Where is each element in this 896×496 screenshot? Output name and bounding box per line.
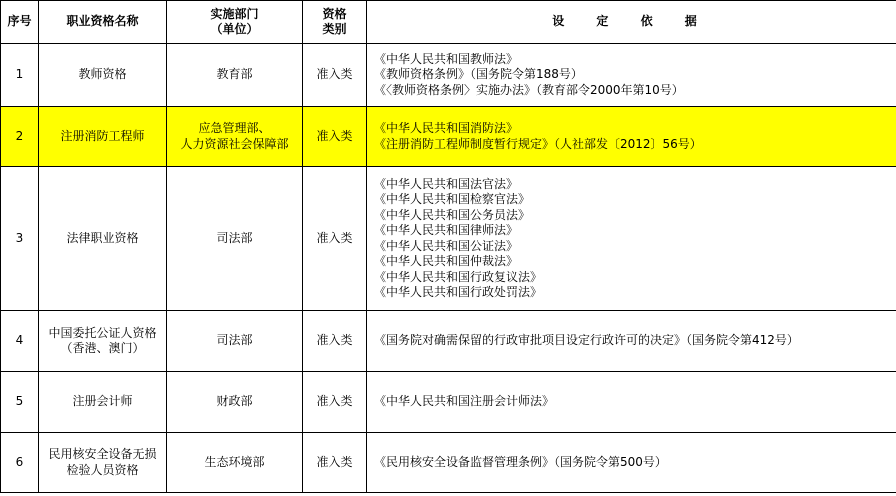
table-header-row <box>1 1 896 44</box>
cell-seq: 2 <box>1 107 39 167</box>
name-line: 民用核安全设备无损 <box>48 447 157 461</box>
name-line: 注册消防工程师 <box>60 128 145 143</box>
dept-line: 人力资源社会保障部 <box>180 136 289 151</box>
cell-category: 准入类 <box>303 107 367 167</box>
table-body <box>1 44 896 493</box>
cell-seq: 1 <box>1 44 39 107</box>
name-line: 中国委托公证人资格 <box>48 325 157 340</box>
basis-line: 《中华人民共和国消防法》 <box>374 121 519 135</box>
basis-line: 《中华人民共和国注册会计师法》 <box>374 394 555 409</box>
table-row <box>1 107 896 167</box>
cell-category: 准入类 <box>303 372 367 433</box>
dept-line: 司法部 <box>216 333 253 348</box>
cell-basis <box>367 433 896 493</box>
cell-category: 准入类 <box>303 167 367 311</box>
basis-line: 《中华人民共和国公务员法》 <box>374 207 531 222</box>
cell-dept <box>167 44 303 107</box>
cell-dept <box>167 107 303 167</box>
cell-category: 准入类 <box>303 44 367 107</box>
header-dept-line2: （单位） <box>210 22 259 36</box>
cell-basis <box>367 107 896 167</box>
header-basis <box>367 1 896 44</box>
name-line: 教师资格 <box>78 67 127 82</box>
basis-line: 《中华人民共和国仲裁法》 <box>374 254 519 268</box>
cell-seq: 5 <box>1 372 39 433</box>
table-row <box>1 167 896 311</box>
dept-line: 生态环境部 <box>204 454 265 469</box>
header-dept <box>167 1 303 44</box>
cell-seq: 4 <box>1 311 39 372</box>
header-dept-line1: 实施部门 <box>210 6 259 21</box>
cell-dept <box>167 433 303 493</box>
basis-line: 《教师资格条例》（国务院令第188号） <box>374 67 583 82</box>
dept-line: 司法部 <box>216 230 253 245</box>
table-row <box>1 372 896 433</box>
cell-basis <box>367 311 896 372</box>
cell-name <box>39 311 167 372</box>
name-line: 注册会计师 <box>72 394 133 409</box>
cell-dept <box>167 167 303 311</box>
basis-line: 《中华人民共和国行政复议法》 <box>374 269 543 284</box>
cell-name <box>39 372 167 433</box>
cell-category: 准入类 <box>303 311 367 372</box>
cell-name <box>39 167 167 311</box>
basis-line: 《国务院对确需保留的行政审批项目设定行政许可的决定》（国务院令第412号） <box>374 333 799 348</box>
basis-line: 《中华人民共和国公证法》 <box>374 238 519 253</box>
header-category <box>303 1 367 44</box>
cell-basis <box>367 44 896 107</box>
cell-basis <box>367 372 896 433</box>
cell-dept <box>167 311 303 372</box>
header-category-line2: 类别 <box>322 22 347 36</box>
name-line: （香港、澳门） <box>60 341 145 355</box>
name-line: 检验人员资格 <box>66 462 139 477</box>
basis-line: 《中华人民共和国行政处罚法》 <box>374 285 543 299</box>
header-category-line1: 资格 <box>322 6 347 21</box>
table-row <box>1 433 896 493</box>
header-name: 职业资格名称 <box>39 1 167 44</box>
basis-line: 《民用核安全设备监督管理条例》（国务院令第500号） <box>374 454 667 469</box>
basis-line: 《中华人民共和国检察官法》 <box>374 192 531 206</box>
cell-category: 准入类 <box>303 433 367 493</box>
cell-name <box>39 44 167 107</box>
table-row <box>1 44 896 107</box>
dept-line: 财政部 <box>216 394 253 409</box>
cell-seq: 6 <box>1 433 39 493</box>
name-line: 法律职业资格 <box>66 230 139 245</box>
basis-line: 《〈教师资格条例〉实施办法》（教育部令2000年第10号） <box>374 82 684 97</box>
basis-line: 《中华人民共和国律师法》 <box>374 223 519 237</box>
header-basis-label: 设 定 依 据 <box>552 14 711 29</box>
basis-line: 《中华人民共和国法官法》 <box>374 176 519 191</box>
basis-line: 《中华人民共和国教师法》 <box>374 51 519 66</box>
table-row <box>1 311 896 372</box>
cell-name <box>39 433 167 493</box>
cell-seq: 3 <box>1 167 39 311</box>
cell-name <box>39 107 167 167</box>
basis-line: 《注册消防工程师制度暂行规定》（人社部发〔2012〕56号） <box>374 136 702 151</box>
header-seq: 序号 <box>1 1 39 44</box>
dept-line: 应急管理部、 <box>198 121 271 135</box>
cell-dept <box>167 372 303 433</box>
cell-basis <box>367 167 896 311</box>
dept-line: 教育部 <box>216 67 253 82</box>
